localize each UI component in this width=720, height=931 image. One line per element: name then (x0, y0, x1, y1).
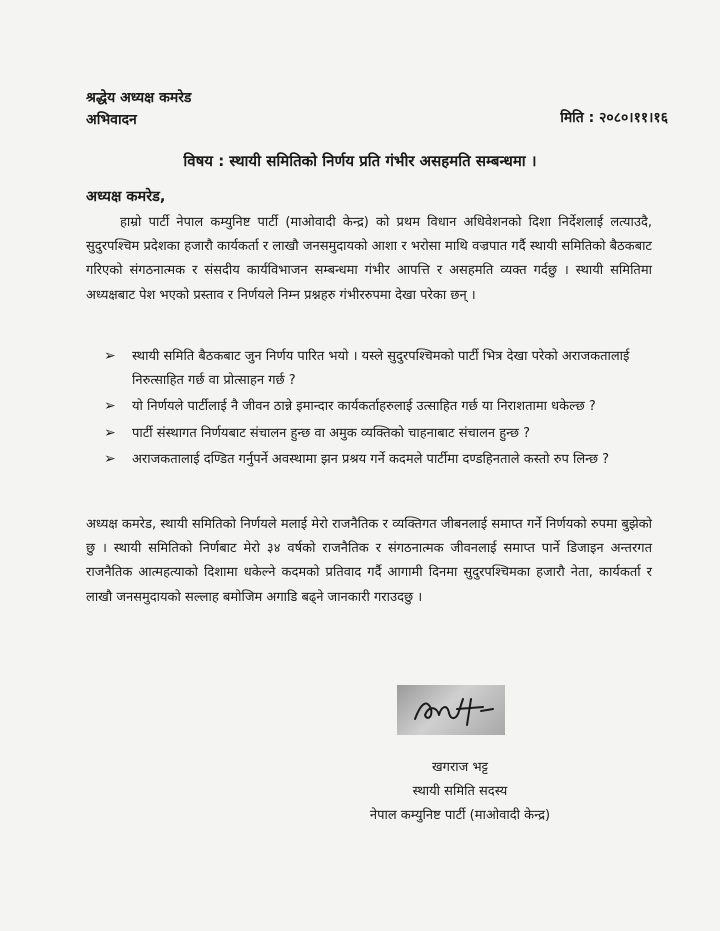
list-item-text: स्थायी समिति बैठकबाट जुन निर्णय पारित भयो । यस्ले सुदुरपश्चिमको पार्टी भित्र देखा परेको अराजकतालाई निरुत्साहित गर्छ वा प्रोत्साहन गर्छ ? (132, 349, 630, 388)
signatory-name: खगराज भट्ट (432, 760, 488, 775)
body-paragraph-1: हाम्रो पार्टी नेपाल कम्युनिष्ट पार्टी (माओवादी केन्द्र) को प्रथम विधान अधिवेशनको दिशा निर्देशलाई लत्याउदै, सुदुरपश्चिम प्रदेशका हजारौ कार्यकर्ता र लाखौ जनसमुदायको आशा र भरोसा माथि वज्रपात गर्दै स्थायी समितिको बैठकबाट गरिएको संगठनात्मक र संसदीय कार्यविभाजन सम्बन्धमा गंभीर आपत्ति र असहमति व्यक्त गर्दछु । स्थायी समितिमा अध्यक्षबाट पेश भएको प्रस्ताव र निर्णयले निम्न प्रश्नहरु गंभीररुपमा देखा परेका छन् । (86, 215, 652, 303)
handwritten-signature-icon (397, 685, 505, 735)
arrow-bullet-icon: ➢ (104, 424, 116, 441)
list-item (104, 395, 656, 419)
signature-image (397, 685, 505, 735)
signatory-position: स्थायी समिति सदस्य (412, 784, 508, 799)
signatory-organization: नेपाल कम्युनिष्ट पार्टी (माओवादी केन्द्र) (369, 808, 551, 823)
signature-block (360, 756, 560, 828)
list-item (104, 448, 656, 472)
list-item-text: यो निर्णयले पार्टीलाई नै जीवन ठान्ने इमान्दार कार्यकर्ताहरुलाई उत्साहित गर्छ या निराशतामा धकेल्छ ? (132, 399, 596, 414)
list-item-text: पार्टी संस्थागत निर्णयबाट संचालन हुन्छ वा अमुक व्यक्तिको चाहनाबाट संचालन हुन्छ ? (132, 425, 531, 441)
body-paragraph-2: अध्यक्ष कमरेड, स्थायी समितिको निर्णयले मलाई मेरो राजनैतिक र व्यक्तिगत जीबनलाई समाप्त गर्ने निर्णयको रुपमा बुझेको छु । स्थायी समितिको निर्णबाट मेरो ३४ वर्षको राजनैतिक र संगठनात्मक जीवनलाई समाप्त पार्ने डिजाइन अन्तरगत राजनैतिक आत्महत्याको दिशामा धकेल्ने कदमको प्रतिवाद गर्दै आगामी दिनमा सुदुरपश्चिमका हजारौ नेता, कार्यकर्ता र लाखौ जनसमुदायको सल्लाह बमोजिम अगाडि बढ्ने जानकारी गराउदछु । (86, 517, 652, 605)
letter-date: मिति : २०८०।११।१६ (560, 110, 668, 126)
arrow-bullet-icon: ➢ (104, 348, 116, 364)
salutation-line-1: श्रद्धेय अध्यक्ष कमरेड (86, 90, 192, 106)
list-item-text: अराजकतालाई दण्डित गर्नुपर्ने अवस्थामा झन प्रश्रय गर्ने कदमले पार्टीमा दण्डहिनताले कस्तो रुप लिन्छ ? (132, 452, 610, 467)
greeting: अध्यक्ष कमरेड, (86, 189, 166, 205)
list-item (104, 422, 656, 446)
salutation (86, 87, 191, 131)
arrow-bullet-icon: ➢ (104, 451, 116, 467)
arrow-bullet-icon: ➢ (104, 398, 116, 414)
salutation-line-2: अभिवादन (86, 112, 137, 128)
letter-subject: विषय : स्थायी समितिको निर्णय प्रति गंभीर असहमति सम्बन्धमा । (183, 152, 537, 170)
question-list (104, 345, 656, 475)
list-item (104, 345, 656, 392)
